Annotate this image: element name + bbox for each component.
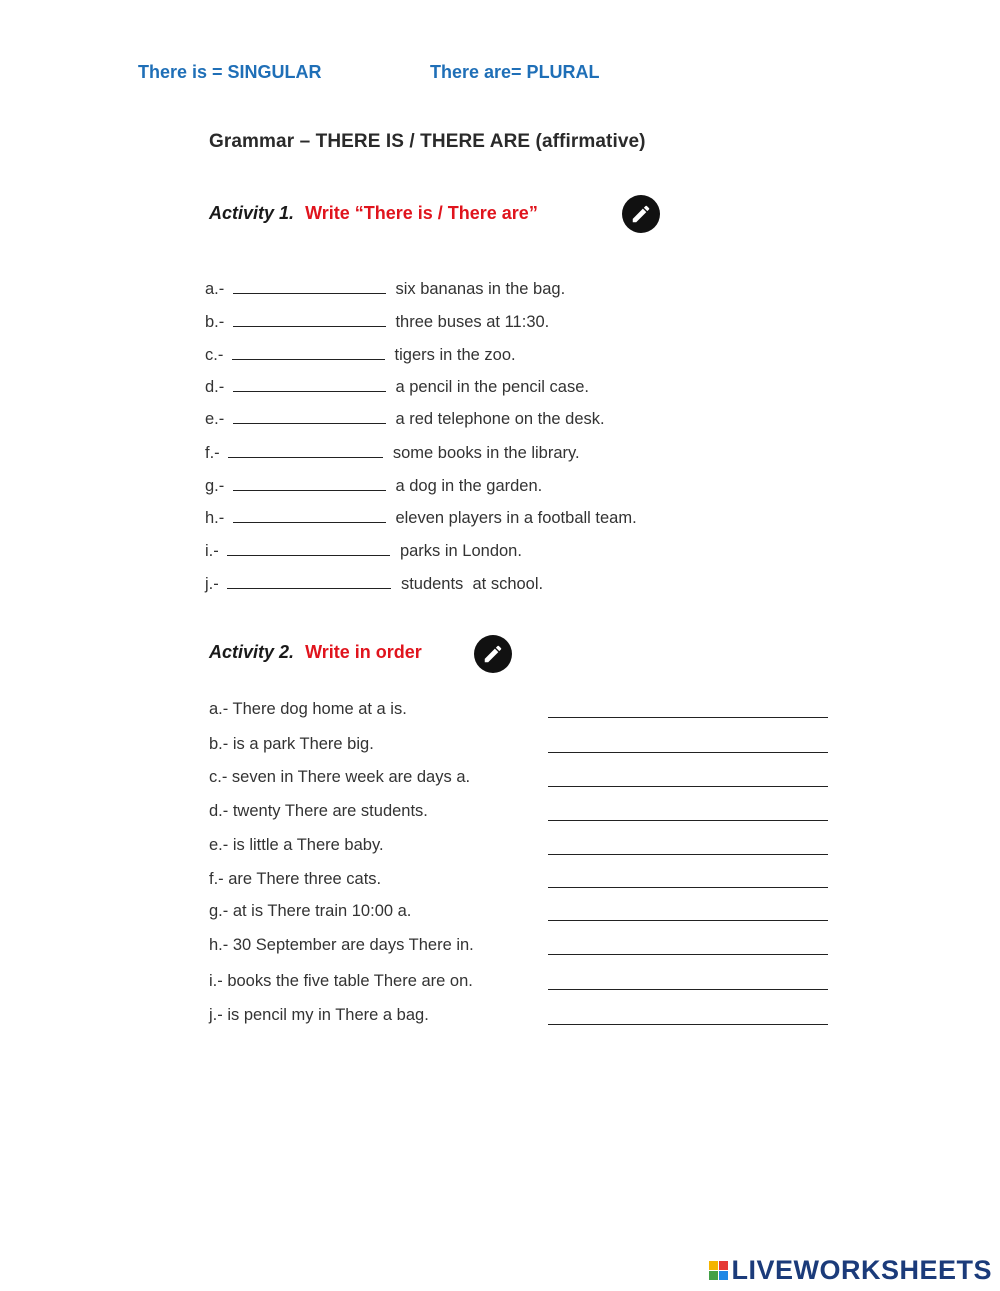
activity1-item bbox=[205, 441, 580, 465]
activity2-number: Activity 2. bbox=[209, 642, 295, 662]
item-letter: a.- bbox=[205, 280, 225, 298]
answer-line[interactable] bbox=[548, 819, 828, 821]
activity2-item: j.- is pencil my in There a bag. bbox=[209, 1006, 429, 1024]
activity1-item bbox=[205, 310, 549, 334]
item-text: six bananas in the bag. bbox=[395, 280, 566, 298]
item-letter: b.- bbox=[205, 313, 225, 331]
item-text: parks in London. bbox=[399, 542, 522, 560]
item-text: three buses at 11:30. bbox=[395, 313, 550, 331]
answer-blank[interactable] bbox=[233, 506, 386, 523]
answer-line[interactable] bbox=[548, 716, 828, 718]
answer-blank[interactable] bbox=[233, 277, 386, 294]
activity1-instruction: Write “There is / There are” bbox=[305, 203, 538, 223]
answer-line[interactable] bbox=[548, 988, 828, 990]
item-letter: g.- bbox=[205, 477, 225, 495]
hint-singular: There is = SINGULAR bbox=[138, 62, 322, 82]
answer-line[interactable] bbox=[548, 751, 828, 753]
activity1-item bbox=[205, 277, 565, 301]
activity1-item bbox=[205, 506, 637, 530]
answer-blank[interactable] bbox=[228, 441, 383, 458]
pencil-icon bbox=[622, 195, 660, 233]
answer-line[interactable] bbox=[548, 853, 828, 855]
item-letter: d.- bbox=[205, 378, 225, 396]
item-letter: c.- bbox=[205, 346, 224, 364]
answer-line[interactable] bbox=[548, 785, 828, 787]
answer-line[interactable] bbox=[548, 919, 828, 921]
activity2-item: c.- seven in There week are days a. bbox=[209, 768, 471, 786]
item-letter: e.- bbox=[205, 410, 225, 428]
answer-blank[interactable] bbox=[232, 343, 385, 360]
answer-blank[interactable] bbox=[227, 572, 391, 589]
pencil-icon bbox=[474, 635, 512, 673]
activity1-item bbox=[205, 572, 543, 596]
activity1-item bbox=[205, 474, 542, 498]
answer-line[interactable] bbox=[548, 886, 828, 888]
logo-cell bbox=[709, 1271, 718, 1280]
logo-text: LIVEWORKSHEETS bbox=[731, 1255, 992, 1285]
item-text: tigers in the zoo. bbox=[394, 346, 516, 364]
logo-cell bbox=[709, 1261, 718, 1270]
logo-cell bbox=[719, 1261, 728, 1270]
liveworksheets-logo-icon bbox=[709, 1261, 728, 1280]
item-text: students at school. bbox=[400, 575, 544, 593]
answer-line[interactable] bbox=[548, 953, 828, 955]
answer-blank[interactable] bbox=[233, 375, 386, 392]
activity2-item: f.- are There three cats. bbox=[209, 870, 382, 888]
hint-plural: There are= PLURAL bbox=[430, 62, 600, 82]
activity1-item bbox=[205, 407, 605, 431]
item-text: a dog in the garden. bbox=[395, 477, 543, 495]
activity2-item: e.- is little a There baby. bbox=[209, 836, 384, 854]
answer-blank[interactable] bbox=[227, 539, 390, 556]
item-letter: j.- bbox=[205, 575, 219, 593]
activity1-heading bbox=[209, 203, 538, 224]
item-text: a pencil in the pencil case. bbox=[395, 378, 589, 396]
activity2-item: b.- is a park There big. bbox=[209, 735, 374, 753]
answer-line[interactable] bbox=[548, 1023, 828, 1025]
item-letter: h.- bbox=[205, 509, 225, 527]
activity2-item: g.- at is There train 10:00 a. bbox=[209, 902, 412, 920]
activity1-item bbox=[205, 343, 516, 367]
item-text: eleven players in a football team. bbox=[395, 509, 637, 527]
activity2-heading bbox=[209, 642, 422, 663]
pencil-icon-glyph bbox=[482, 643, 504, 665]
activity1-number: Activity 1. bbox=[209, 203, 295, 223]
activity1-item bbox=[205, 375, 589, 399]
grammar-title: Grammar – THERE IS / THERE ARE (affirmative) bbox=[209, 131, 646, 152]
liveworksheets-logo bbox=[709, 1255, 992, 1286]
activity1-item bbox=[205, 539, 522, 563]
activity2-instruction: Write in order bbox=[305, 642, 422, 662]
answer-blank[interactable] bbox=[233, 310, 386, 327]
item-letter: f.- bbox=[205, 444, 220, 462]
answer-blank[interactable] bbox=[233, 407, 386, 424]
activity2-item: a.- There dog home at a is. bbox=[209, 700, 407, 718]
item-letter: i.- bbox=[205, 542, 219, 560]
item-text: some books in the library. bbox=[392, 444, 580, 462]
item-text: a red telephone on the desk. bbox=[395, 410, 605, 428]
pencil-icon-glyph bbox=[630, 203, 652, 225]
activity2-item: i.- books the five table There are on. bbox=[209, 972, 473, 990]
activity2-item: h.- 30 September are days There in. bbox=[209, 936, 474, 954]
activity2-item: d.- twenty There are students. bbox=[209, 802, 428, 820]
answer-blank[interactable] bbox=[233, 474, 386, 491]
logo-cell bbox=[719, 1271, 728, 1280]
